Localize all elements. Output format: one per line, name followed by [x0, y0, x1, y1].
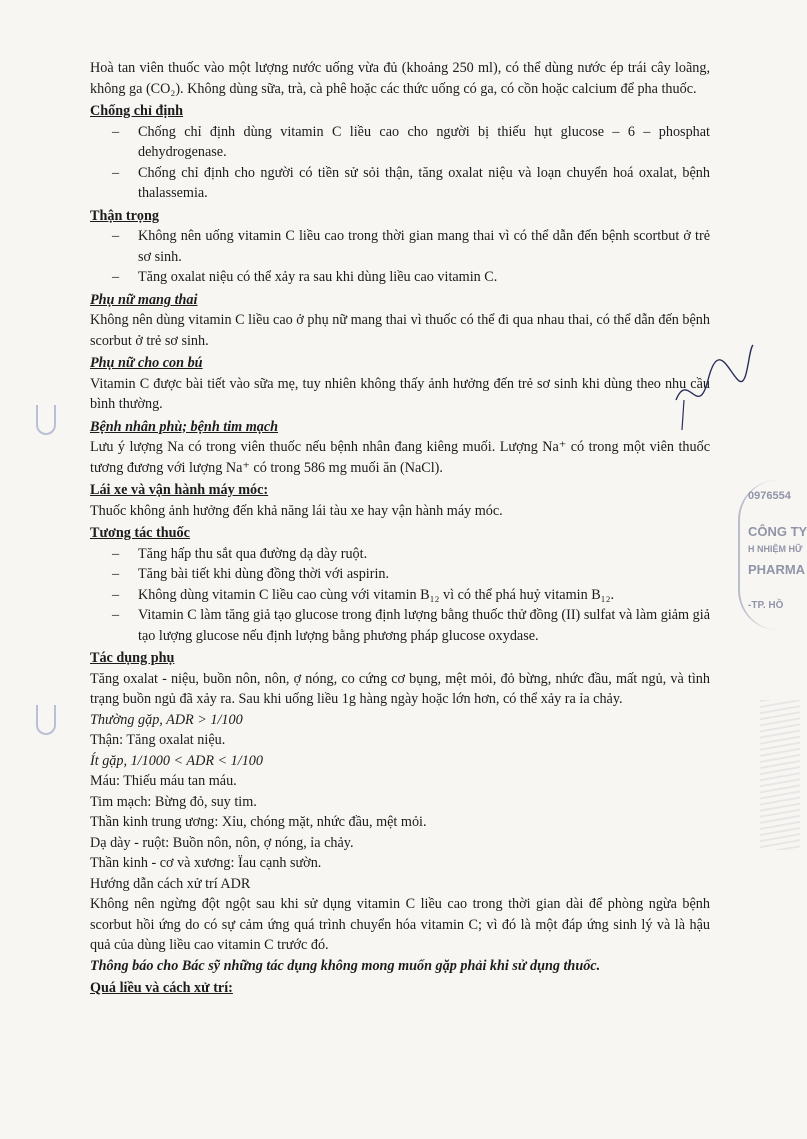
adr-heading: Hướng dẫn cách xử trí ADR — [90, 875, 251, 892]
interactions-heading: Tương tác thuốc — [90, 525, 190, 541]
list-item: – Vitamin C làm tăng giả tạo glucose trong định lượng bằng thuốc thử đồng (II) sulfat và làm giảm giả tạo lượng glucose nếu định lượng bằng phương pháp glucose oxydase. — [112, 605, 710, 646]
side-effects-text: Tăng oxalat - niệu, buồn nôn, nôn, ợ nóng, co cứng cơ bụng, mệt mỏi, đỏ bừng, nhức đầu, mất ngủ, và tình trạng buồn ngủ đã xảy ra. Sau khi uống liều 1g hàng ngày hoặc lớn hơn, có thể xảy ra ỉa chảy. — [90, 670, 710, 707]
list-item: – Không dùng vitamin C liều cao cùng với vitamin B₁₂ vì có thể phá huỷ vitamin B₁₂. — [112, 585, 710, 606]
list-item: – Tăng hấp thu sắt qua đường dạ dày ruột. — [112, 544, 710, 565]
punch-hole-mark — [36, 405, 56, 435]
rare-item: Tim mạch: Bừng đỏ, suy tim. — [90, 793, 257, 810]
breastfeeding-heading: Phụ nữ cho con bú — [90, 355, 203, 371]
rare-item: Thần kinh - cơ và xương: Ïau cạnh sườn. — [90, 855, 322, 871]
adr-text: Không nên ngừng đột ngột sau khi sử dụng vitamin C liều cao trong thời gian dài để phòng ngừa bệnh scorbut hồi ứng do có sự cảm ứng quá trình chuyển hóa vitamin C; vì đó là một đáp ứng sinh lý và là hậu quả của dùng liều cao vitamin C trước đó. — [90, 896, 710, 953]
stamp-line: CÔNG TY — [748, 524, 807, 539]
list-item: – Tăng oxalat niệu có thể xảy ra sau khi dùng liều cao vitamin C. — [112, 267, 710, 288]
punch-hole-mark — [36, 705, 56, 735]
edema-text: Lưu ý lượng Na có trong viên thuốc nếu bệnh nhân đang kiêng muối. Lượng Na⁺ có trong một viên thuốc tương đương với lượng Na⁺ có trong 586 mg muối ăn (NaCl). — [90, 439, 710, 476]
stamp-line: H NHIỆM HỮ — [748, 544, 803, 554]
pregnant-heading: Phụ nữ mang thai — [90, 291, 198, 308]
list-item: – Chống chỉ định cho người có tiền sử sỏi thận, tăng oxalat niệu và loạn chuyển hoá oxalat, bệnh thalassemia. — [112, 163, 710, 204]
faded-stamp-mark — [760, 700, 800, 850]
caution-heading: Thận trọng — [90, 207, 159, 224]
driving-heading: Lái xe và vận hành máy móc: — [90, 482, 269, 498]
intro-paragraph: Hoà tan viên thuốc vào một lượng nước uống vừa đủ (khoảng 250 ml), có thể dùng nước ép trái cây loãng, không ga (CO₂). Không dùng sữa, trà, cà phê hoặc các thức uống có ga, có cồn hoặc calcium để pha thuốc. — [90, 60, 710, 97]
caution-list — [90, 226, 710, 288]
pregnant-text: Không nên dùng vitamin C liều cao ở phụ nữ mang thai vì thuốc có thể đi qua nhau thai, có thể dẫn đến bệnh scorbut ở trẻ sơ sinh. — [90, 312, 710, 349]
driving-text: Thuốc không ảnh hưởng đến khả năng lái tàu xe hay vận hành máy móc. — [90, 502, 503, 519]
rare-item: Thần kinh trung ương: Xỉu, chóng mặt, nhức đầu, mệt mỏi. — [90, 814, 427, 830]
edema-heading: Bệnh nhân phù; bệnh tim mạch — [90, 418, 279, 435]
interactions-list — [90, 544, 710, 647]
list-item: – Chống chỉ định dùng vitamin C liều cao cho người bị thiếu hụt glucose – 6 – phosphat dehydrogenase. — [112, 122, 710, 163]
list-item: – Tăng bài tiết khi dùng đồng thời với aspirin. — [112, 564, 710, 585]
signature-mark — [668, 340, 758, 440]
contra-heading: Chống chỉ định — [90, 103, 184, 119]
list-item: – Không nên uống vitamin C liều cao trong thời gian mang thai vì có thể dẫn đến bệnh scortbut ở trẻ sơ sinh. — [112, 226, 710, 267]
stamp-line: PHARMA — [748, 562, 806, 577]
common-kidney: Thận: Tăng oxalat niệu. — [90, 732, 226, 748]
overdose-heading: Quá liều và cách xử trí: — [90, 980, 233, 996]
notice-text: Thông báo cho Bác sỹ những tác dụng không mong muốn gặp phải khi sử dụng thuốc. — [90, 957, 601, 974]
common-heading: Thường gặp, ADR > 1/100 — [90, 711, 243, 728]
rare-heading: Ít gặp, 1/1000 < ADR < 1/100 — [90, 752, 263, 769]
side-effects-heading: Tác dụng phụ — [90, 650, 175, 666]
rare-item: Dạ dày - ruột: Buồn nôn, nôn, ợ nóng, ỉa chảy. — [90, 834, 354, 851]
company-stamp — [738, 480, 807, 630]
rare-item: Máu: Thiếu máu tan máu. — [90, 773, 237, 789]
breastfeeding-text: Vitamin C được bài tiết vào sữa mẹ, tuy nhiên không thấy ảnh hưởng đến trẻ sơ sinh khi dùng theo nhu cầu bình thường. — [90, 375, 710, 412]
stamp-line: -TP. HỒ — [748, 600, 784, 611]
contra-list — [90, 122, 710, 204]
document-page — [90, 58, 710, 999]
stamp-number: 0976554 — [748, 490, 791, 502]
